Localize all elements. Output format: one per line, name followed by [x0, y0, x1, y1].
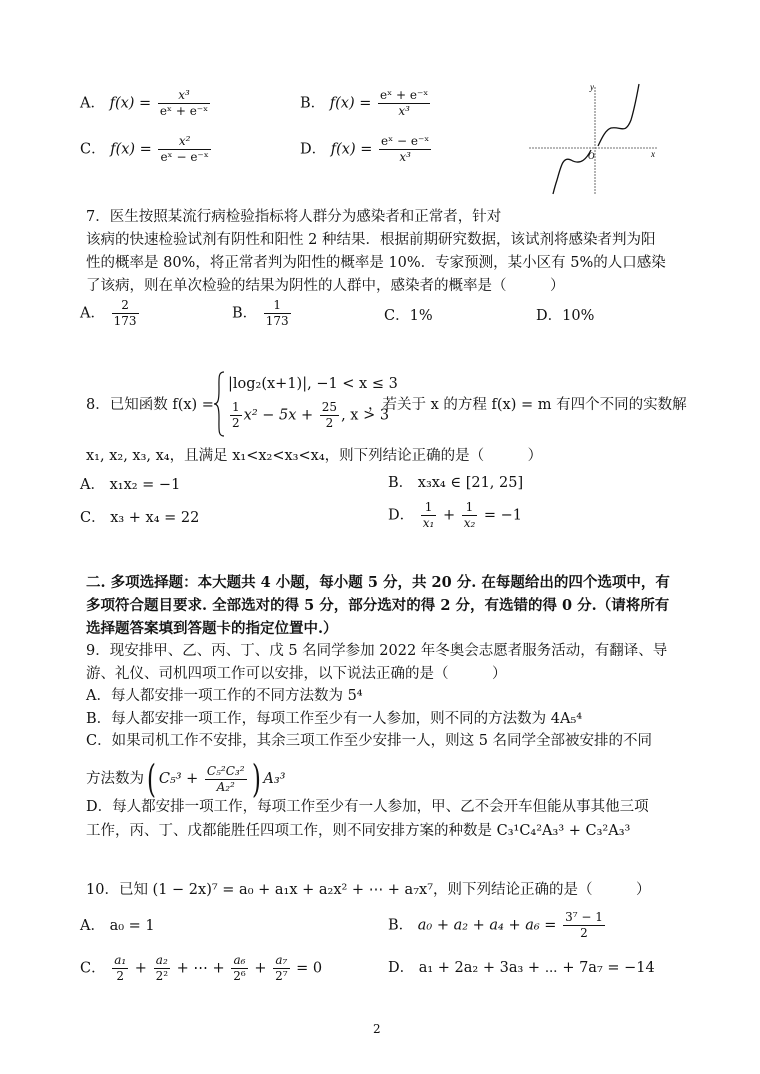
numerator: 25	[321, 400, 338, 414]
section-2-line-1: 二. 多项选择题：本大题共 4 小题，每小题 5 分，共 20 分. 在每题给出的四个选项中，有	[86, 574, 670, 591]
q8-option-b: B． x₃x₄ ∈ [21, 25]	[388, 475, 524, 491]
denominator: A₂²	[216, 779, 235, 794]
denominator: eˣ − e⁻ˣ	[160, 150, 209, 164]
fraction	[378, 88, 430, 119]
fraction	[379, 134, 431, 165]
q9-option-c-line-2	[86, 757, 286, 801]
q9-option-a: A．每人都安排一项工作的不同方法数为 5⁴	[86, 688, 363, 704]
option-label: C．	[80, 141, 106, 158]
fraction	[205, 764, 247, 795]
numerator: 1	[421, 500, 437, 516]
denominator: x³	[398, 104, 410, 118]
q9-option-c-prefix: 方法数为	[86, 771, 144, 787]
fraction	[231, 953, 247, 984]
formula-lhs: f(x) =	[330, 141, 377, 158]
option-label: A．	[80, 305, 105, 322]
denominator: x³	[399, 150, 411, 164]
q10-option-c	[80, 953, 322, 984]
numerator: C₅²C₃²	[206, 763, 245, 778]
fraction	[154, 953, 170, 984]
numerator: x³	[158, 88, 210, 104]
fraction	[264, 298, 291, 329]
x-label: x	[651, 149, 655, 159]
fraction	[320, 400, 339, 431]
denominator: x₂	[463, 516, 476, 530]
q7-option-c: C．1%	[384, 308, 433, 324]
option-label: B．	[300, 95, 326, 112]
numerator: a₇	[273, 953, 289, 969]
numerator: 1	[264, 298, 291, 314]
q10-option-c-end: = 0	[296, 960, 323, 977]
option-label: A．	[80, 95, 105, 112]
denominator: 2	[116, 969, 125, 983]
q9-line-2: 游、礼仪、司机四项工作可以安排，以下说法正确的是（ ）	[86, 666, 507, 682]
option-label: D．	[388, 507, 415, 524]
q8-option-a: A． x₁x₂ = −1	[80, 477, 181, 493]
curve-left	[553, 150, 591, 194]
piecewise-brace	[212, 370, 226, 438]
numerator: 1	[232, 400, 240, 414]
denominator: 2	[232, 416, 240, 430]
page-number: 2	[373, 1022, 381, 1036]
fraction	[273, 953, 289, 984]
q8-case-2-mid: x² − 5x +	[243, 407, 318, 424]
denominator: 2²	[155, 969, 169, 983]
fraction	[421, 500, 437, 531]
fraction	[112, 298, 139, 329]
fraction	[230, 400, 242, 431]
denominator: 2	[325, 416, 334, 430]
function-graph	[525, 80, 665, 198]
q9-option-d-line-2: 工作，丙、丁、戊都能胜任四项工作，则不同安排方案的种数是 C₃¹C₄²A₃³ + C₃²A₃³	[86, 823, 631, 839]
fraction	[112, 953, 128, 984]
numerator: a₆	[231, 953, 247, 969]
q8-option-d-end: = −1	[483, 507, 523, 524]
q7-line-3: 性的概率是 80%，将正常者判为阳性的概率是 10%．专家预测，某小区有 5%的人口感染	[86, 255, 666, 271]
option-label: D．	[300, 141, 327, 158]
section-2-line-2: 多项符合题目要求. 全部选对的得 5 分，部分选对的得 2 分，有选错的得 0 分.（请将所有	[86, 597, 670, 614]
q8-case-2-end: , x > 3	[341, 407, 390, 424]
ellipsis-sign: + ⋯ +	[176, 960, 225, 977]
formula-lhs: a₀ + a₂ + a₄ + a₆ =	[417, 917, 562, 934]
q8-case-2	[228, 400, 389, 431]
q8-suffix: ，若关于 x 的方程 f(x) = m 有四个不同的实数解	[368, 397, 687, 413]
q7-line-4: 了该病，则在单次检验的结果为阴性的人群中，感染者的概率是（ ）	[86, 278, 565, 294]
q7-option-b	[232, 298, 293, 329]
q9-option-c-term: C₅³ +	[158, 771, 203, 787]
fraction	[158, 134, 210, 165]
q9-line-1: 9．现安排甲、乙、丙、丁、戊 5 名同学参加 2022 年冬奥会志愿者服务活动，有翻译、导	[86, 643, 668, 659]
denominator: 173	[265, 314, 289, 328]
q6-option-b	[300, 88, 432, 119]
q9-option-b: B．每人都安排一项工作，每项工作至少有一人参加，则不同的方法数为 4A₅⁴	[86, 711, 583, 727]
plus-sign: +	[134, 960, 147, 977]
paren-left: (	[146, 757, 156, 801]
numerator: a₂	[154, 953, 170, 969]
formula-lhs: f(x) =	[329, 95, 376, 112]
q8-line-2: x₁, x₂, x₃, x₄，且满足 x₁<x₂<x₃<x₄，则下列结论正确的是（ ）	[86, 448, 543, 464]
origin-label: O	[588, 151, 595, 161]
q7-line-2: 该病的快速检验试剂有阴性和阳性 2 种结果．根据前期研究数据，该试剂将感染者判为阳	[86, 232, 656, 248]
numerator: 2	[112, 298, 139, 314]
q7-option-a	[80, 298, 141, 329]
numerator: 3⁷ − 1	[565, 910, 603, 924]
q6-option-d	[300, 134, 433, 165]
numerator: x²	[158, 134, 210, 150]
y-label: y	[590, 82, 594, 92]
numerator: eˣ + e⁻ˣ	[380, 88, 429, 102]
q10-option-b	[388, 910, 607, 941]
q9-option-c-end: A₃³	[263, 771, 286, 787]
fraction	[462, 500, 478, 531]
fraction	[563, 910, 605, 941]
denominator: eˣ + e⁻ˣ	[159, 104, 209, 118]
denominator: 2⁶	[233, 969, 246, 983]
q8-case-1: |log₂(x+1)|, −1 < x ≤ 3	[228, 376, 398, 392]
formula-lhs: f(x) =	[110, 141, 157, 158]
q6-option-c	[80, 134, 213, 165]
q9-option-c-line-1: C．如果司机工作不安排，其余三项工作至少安排一人，则这 5 名同学全部被安排的不同	[86, 733, 653, 749]
option-label: B．	[232, 305, 258, 322]
q8-prefix: 8．已知函数 f(x) =	[86, 397, 214, 413]
denominator: x₁	[422, 516, 435, 530]
option-label: B．	[388, 917, 414, 934]
numerator: 1	[462, 500, 478, 516]
q10-option-d: D． a₁ + 2a₂ + 3a₃ + ⋯ + 7a₇ = −14	[388, 960, 655, 976]
plus-sign: +	[254, 960, 267, 977]
denominator: 173	[113, 314, 137, 328]
q8-option-c: C． x₃ + x₄ = 22	[80, 510, 200, 526]
option-label: C．	[80, 960, 106, 977]
section-2-line-3: 选择题答案填到答题卡的指定位置中.）	[86, 620, 338, 637]
curve-right	[598, 84, 639, 146]
plus-sign: +	[442, 507, 456, 524]
q8-option-d	[388, 500, 522, 531]
q9-option-d-line-1: D．每人都安排一项工作，每项工作至少有一人参加，甲、乙不会开车但能从事其他三项	[86, 799, 649, 815]
q7-line-1: 7．医生按照某流行病检验指标将人群分为感染者和正常者，针对	[86, 209, 502, 225]
q6-option-a	[80, 88, 212, 119]
denominator: 2	[580, 926, 588, 940]
fraction	[158, 88, 210, 119]
numerator: a₁	[114, 953, 127, 967]
denominator: 2⁷	[275, 969, 288, 983]
q10-line-1: 10．已知 (1 − 2x)⁷ = a₀ + a₁x + a₂x² + ⋯ + a₇x⁷，则下列结论正确的是（ ）	[86, 882, 651, 898]
q10-option-a: A． a₀ = 1	[80, 918, 155, 934]
formula-lhs: f(x) =	[109, 95, 156, 112]
paren-right: )	[251, 757, 261, 801]
numerator: eˣ − e⁻ˣ	[380, 134, 430, 148]
q7-option-d: D．10%	[536, 308, 595, 324]
